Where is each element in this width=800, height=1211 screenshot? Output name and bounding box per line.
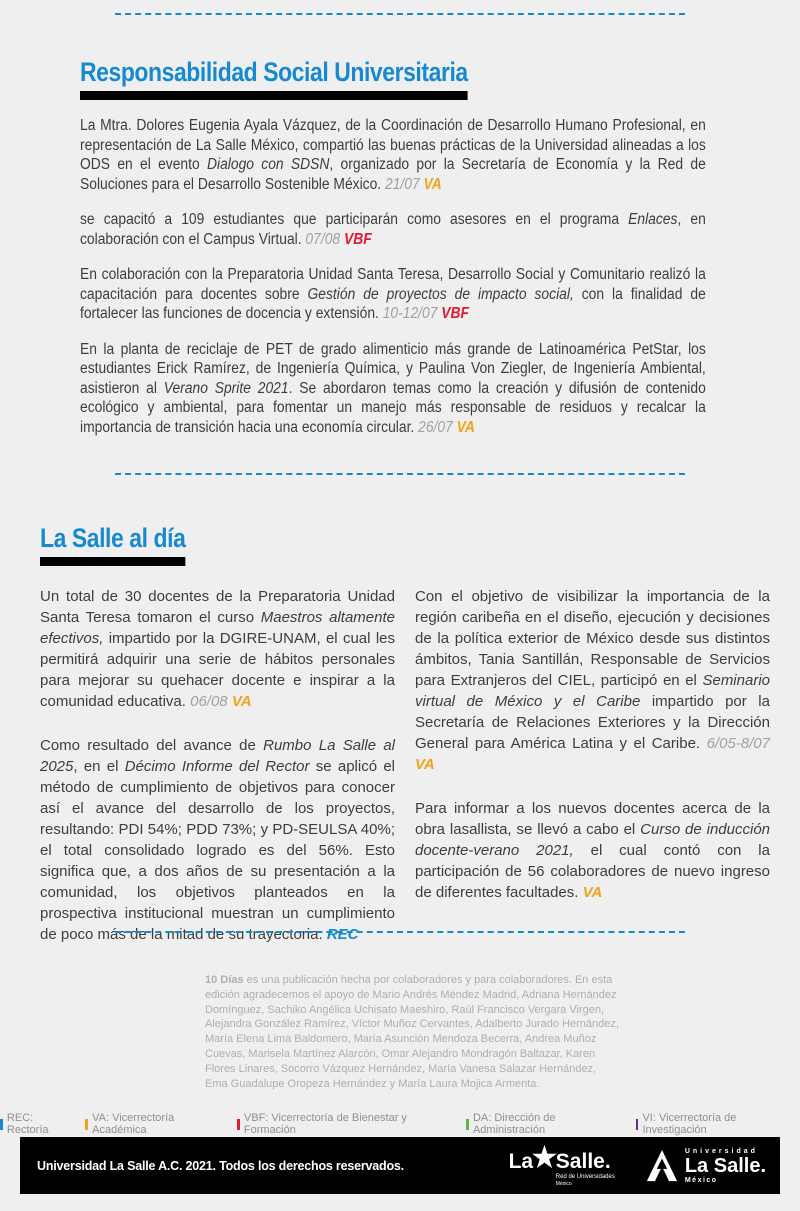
paragraph [415, 798, 770, 903]
text-run: con la finalidad de fortalecer las funciones de docencia y extensión. [80, 285, 706, 323]
text-run: se capacitó a 109 estudiantes que participarán como asesores en el programa [80, 211, 629, 229]
text-run: 07/08 [305, 230, 344, 248]
text-run: Un total de 30 docentes de la Preparatoria Unidad Santa Teresa tomaron el curso [40, 588, 395, 627]
source-tag: VBF [441, 305, 470, 323]
legend-color-bar-icon [636, 1119, 639, 1130]
footer-logos [508, 1139, 766, 1187]
lasalle-university-logo [645, 1148, 766, 1184]
source-tag: VBF [343, 230, 372, 248]
legend-item [237, 1112, 457, 1136]
text-run: Con el objetivo de visibilizar la importancia de la región caribeña en el diseño, ejecución y decisiones de la política exterior de México desde sus distintos ámbitos, Tania Santillán, Responsable de Servicios para Extranjeros del CIEL, participó en el [415, 588, 770, 690]
text-run: Dialogo con SDSN [206, 156, 330, 174]
text-run: 26/07 [418, 418, 457, 436]
text-run: Gestión de proyectos de impacto social, [307, 285, 574, 303]
source-tag: REC [326, 926, 359, 944]
legend-label: DA: Dirección de Administración [472, 1112, 556, 1136]
text-run: Enlaces [628, 211, 678, 229]
legend-label: VI: Vicerrectoría de Investigación [642, 1112, 737, 1136]
bottom-dashed-divider [115, 931, 685, 933]
paragraph [40, 586, 395, 712]
text-run: 21/07 [385, 175, 424, 193]
logo-network-la: La [508, 1150, 534, 1173]
legend-bar [0, 1112, 800, 1136]
paragraph [80, 210, 706, 249]
text-run: 06/08 [190, 693, 232, 711]
rsu-title-wrap [80, 58, 468, 100]
credits-block [205, 973, 621, 1091]
daily-right-column [415, 586, 770, 968]
text-run: , en colaboración con el Campus Virtual. [80, 211, 706, 248]
legend-label: REC: Rectoría [6, 1112, 49, 1136]
legend-item [466, 1112, 626, 1136]
paragraph [80, 340, 706, 438]
legend-label: VA: Vicerrectoría Académica [92, 1112, 175, 1136]
logo-university-main: La Salle. [684, 1154, 766, 1177]
lasalle-shield-icon [645, 1149, 679, 1183]
text-run: En la planta de reciclaje de PET de grado alimenticio más grande de Latinoamérica PetStar, los estudiantes Erick Ramírez, de Ingeniería Química, y Paulina Von Ziegler, de Ingeniería Ambiental, asistieron al [80, 340, 706, 397]
legend-label: VBF: Vicerrectoría de Bienestar y Formación [243, 1112, 407, 1136]
logo-network-country: México [555, 1181, 572, 1187]
paragraph [40, 735, 395, 945]
text-run: Seminario virtual de México y el Caribe [415, 672, 770, 711]
text-run: impartido por la Secretaría de Relaciones Exteriores y la Dirección General para América Latina y el Caribe. [415, 693, 770, 753]
text-run: se aplicó el método de cumplimiento de objetivos para conocer así el avance del desarrollo de los proyectos, resultando: PDI 54%; PDD 73%; y PD-SEULSA 40%; el total consolidado logrado es del 56%. Esto significa que, a dos años de su presentación a la comunidad, los objetivos planteados en la prospectiva institucional muestran un cumplimiento de poco más de la mitad de su trayectoria. [40, 758, 396, 944]
text-run: impartido por la DGIRE-UNAM, el cual les permitirá adquirir una serie de hábitos personales para mejorar su quehacer docente e inspirar a la comunidad educativa. [40, 630, 395, 711]
source-tag: VA [582, 884, 603, 902]
logo-university-country: México [684, 1176, 718, 1184]
logo-university-top: Universidad [684, 1147, 758, 1155]
star-icon: ★ [530, 1139, 559, 1175]
paragraph [80, 116, 706, 194]
source-tag: VA [423, 175, 442, 193]
text-run: , organizado por la Secretaría de Economía y la Red de Soluciones para el Desarrollo Sostenible México. [80, 156, 706, 193]
middle-dashed-divider [115, 473, 685, 475]
paragraph [80, 265, 706, 324]
daily-title-wrap [40, 524, 185, 566]
logo-network-subtitle: Red de Universidades [555, 1174, 615, 1180]
logo-university-text [685, 1148, 766, 1184]
text-run: 6/05-8/07 [706, 735, 770, 753]
text-run: el cual contó con la participación de 56 colaboradores de nuevo ingreso de diferentes facultades. [415, 842, 770, 902]
daily-columns [40, 586, 770, 968]
text-run: Curso de inducción docente-verano 2021, [415, 821, 770, 860]
paragraph [415, 586, 770, 775]
daily-title-underline-bar [40, 557, 185, 566]
legend-item [636, 1112, 800, 1136]
text-run: Como resultado del avance de [40, 737, 264, 755]
text-run: , en el [73, 758, 125, 776]
footer-bar [20, 1137, 780, 1194]
text-run: En colaboración con la Preparatoria Unidad Santa Teresa, Desarrollo Social y Comunitario realizó la capacitación para docentes sobre [80, 266, 706, 303]
text-run: La Mtra. Dolores Eugenia Ayala Vázquez, de la Coordinación de Desarrollo Humano Profesional, en representación de La Salle México, compartió las buenas prácticas de la Universidad alineadas a los ODS en el evento [80, 117, 706, 174]
legend-item [85, 1112, 228, 1136]
text-run: Rumbo La Salle al 2025 [40, 737, 395, 776]
rsu-title-underline-bar [80, 91, 468, 100]
daily-section [40, 524, 770, 968]
legend-color-bar-icon [237, 1119, 240, 1130]
daily-left-column [40, 586, 395, 968]
text-run: Para informar a los nuevos docentes acerca de la obra lasallista, se llevó a cabo el [415, 800, 770, 839]
text-run: Maestros altamente efectivos, [40, 609, 395, 648]
legend-color-bar-icon [466, 1119, 469, 1130]
copyright-text: Universidad La Salle A.C. 2021. Todos los derechos reservados. [37, 1158, 404, 1173]
text-run: es una publicación hecha por colaboradores y para colaboradores. En esta edición agradecemos el apoyo de Mario Andrés Méndez Madrid, Adriana Hernández Domínguez, Sachiko Angélica Uchisato Maeshiro, Raúl Francisco Vergara Virgen, Alejandra González Ramírez, Víctor Muñoz Cervantes, Adalberto Jurado Hernández, María Elena Lima Baldomero, María Asunción Mendoza Becerra, Andrea Muñoz Cuevas, Marisela Martínez Alarcón, Omar Alejandro Mondragón Baltazar, Karen Flores Linares, Socorro Vázquez Hernández, María Vanesa Salazar Hernández, Ema Guadalupe Oropeza Hernández y María Laura Mojica Armenta. [205, 974, 619, 1090]
logo-network-right [556, 1151, 615, 1187]
top-dashed-divider [115, 13, 685, 15]
rsu-section-title: Responsabilidad Social Universitaria [80, 57, 468, 87]
lasalle-network-logo [508, 1139, 615, 1187]
rsu-section [80, 58, 706, 453]
text-run: 10 Días [205, 974, 244, 986]
text-run: Décimo Informe del Rector [124, 758, 310, 776]
logo-network-salle: Salle. [555, 1150, 611, 1173]
rsu-paragraphs [80, 116, 706, 437]
source-tag: VA [456, 418, 475, 436]
legend-item [0, 1112, 76, 1136]
text-run: . Se abordaron temas como la creación y difusión de contenido ecológico y ambiental, para fomentar un manejo más responsable de residuos y recalcar la importancia de transición hacia una economía circular. [80, 379, 706, 436]
source-tag: VA [415, 756, 435, 774]
text-run: Verano Sprite 2021 [163, 379, 289, 397]
text-run: 10-12/07 [382, 305, 442, 323]
source-tag: VA [231, 693, 252, 711]
legend-color-bar-icon [0, 1119, 3, 1130]
daily-section-title: La Salle al día [40, 523, 186, 553]
legend-color-bar-icon [85, 1119, 88, 1130]
